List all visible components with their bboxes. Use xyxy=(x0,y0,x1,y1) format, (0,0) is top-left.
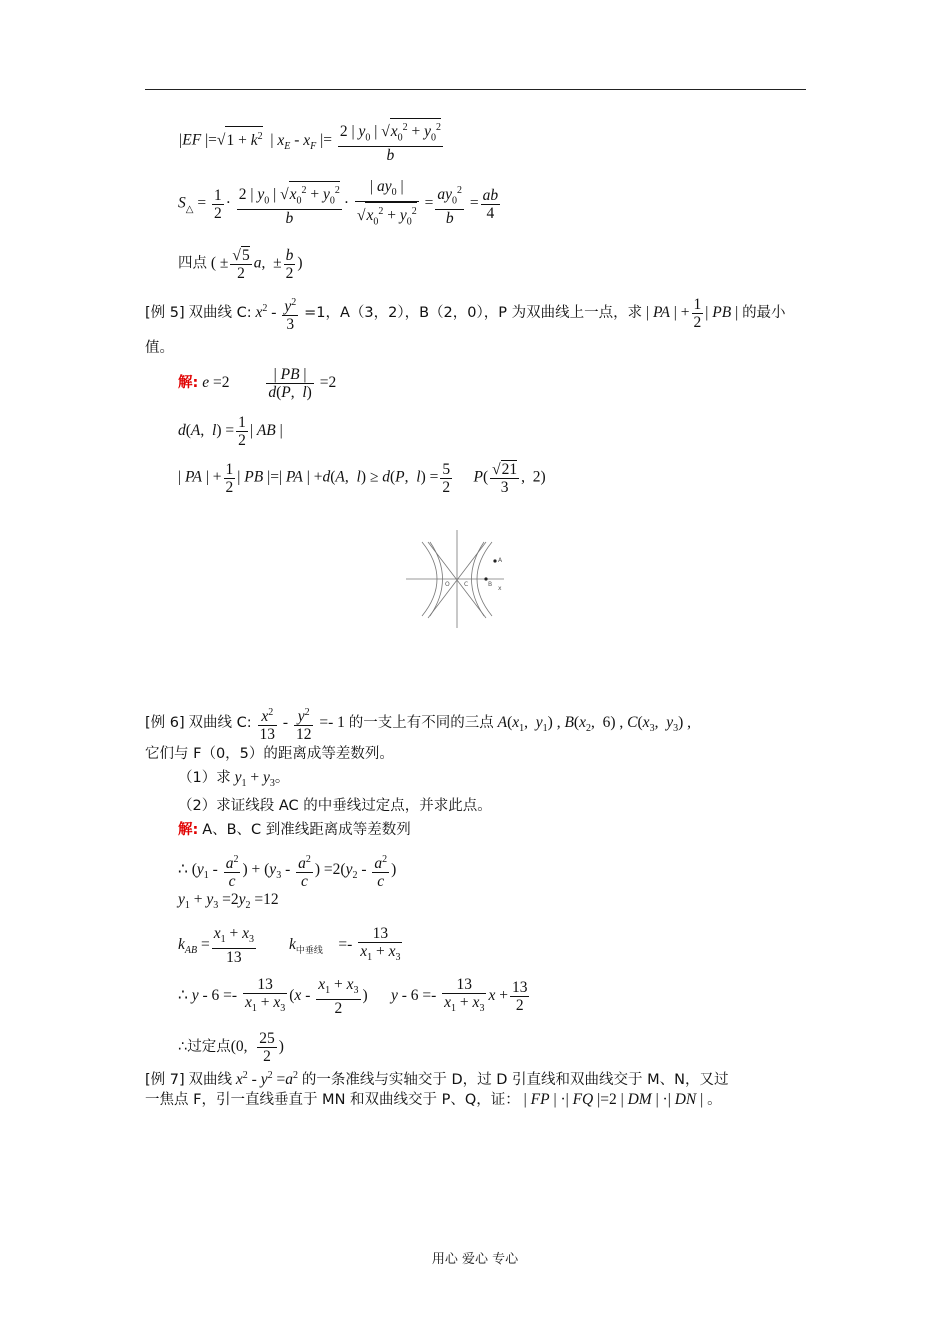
example7-text-d: 。 xyxy=(707,1092,722,1108)
example5-solution-1: 解: e =2 $\frac{| PB |}{d(P, l)}$ =2 xyxy=(178,366,337,401)
example6-solution-head xyxy=(178,820,411,840)
example6-step-2: $y_1 + y_3 =2y_2 =12$ xyxy=(178,891,279,912)
example6-solution-label: 解: xyxy=(178,822,199,838)
four-points: 四点 ( ± $\frac{√5}{2}$ a, ± $\frac{b}{2}$ ) xyxy=(178,246,303,282)
example6-question-2: （2）求证线段 AC 的中垂线过定点，并求此点。 xyxy=(178,798,492,814)
example5-text-c: 的最小 xyxy=(742,305,786,322)
page-footer: 用心 爱心 专心 xyxy=(431,1252,519,1267)
example6-question-1: （1）求 $y_1 + y_3$。 xyxy=(178,769,290,790)
point-a xyxy=(493,559,496,562)
example6-step-4: ∴ y - 6 =- $\frac{13}{x_1 + x_3}$ (x - $\frac{x_1 + x_3}{2}$ ) y - 6 =- $\frac{13}{x_1 + x_3}$ x + $\frac{13}{2}$ xyxy=(178,976,528,1018)
example5-text-b: =1，A（3，2），B（2，0），P 为双曲线上一点，求 xyxy=(304,305,643,322)
example5-text-d: 值。 xyxy=(145,340,174,356)
fixed-point-label: ∴过定点 xyxy=(178,1039,231,1056)
label-b: B xyxy=(488,581,493,588)
example6-text-a: 双曲线 C: xyxy=(188,715,252,732)
example7-tag: [例 7] xyxy=(145,1072,185,1089)
example7-text-b: 的一条准线与实轴交于 D，过 D 引直线和双曲线交于 M、N，又过 xyxy=(301,1072,729,1089)
label-c: C xyxy=(464,581,469,588)
example7-text-a: 双曲线 xyxy=(188,1072,233,1089)
example6-step-3: $k_{AB}$ = $\frac{x_1 + x_3}{13}$ $k_{中垂线}$ =- $\frac{13}{x_1 + x_3}$ xyxy=(178,925,401,967)
hyperbola-figure xyxy=(400,528,510,632)
example6-fixed-point: ∴过定点(0, $\frac{25}{2}$ ) xyxy=(178,1030,284,1065)
example5-statement: [例 5] 双曲线 C: $x^2$ - $\frac{y^2}{3}$ =1，A（3，2），B（2，0），P 为双曲线上一点，求 | PA | + $\frac{1}{2}$ | PB | 的最小 xyxy=(145,294,786,333)
example6-step-1: ∴ ($y_1$ - $\frac{a^2}{c}$ ) + ($y_3$ - $\frac{a^2}{c}$ ) $=2(y_2$ - $\frac{a^2}{c}$ ) xyxy=(178,851,396,890)
four-points-label: 四点 xyxy=(178,255,207,272)
example7-statement: [例 7] 双曲线 $x^2 - y^2 =a^2$ 的一条准线与实轴交于 D，过 D 引直线和双曲线交于 M、N，又过 xyxy=(145,1070,729,1089)
example6-statement: [例 6] 双曲线 C: $\frac{x^2}{13}$ - $\frac{y^2}{12}$ =- 1 的一支上有不同的三点 $A(x_1$, $y_1$) , $B(x_2$, 6) , $C(x_3$, $y_3$) , xyxy=(145,704,691,743)
example5-solution-label: 解: xyxy=(178,375,199,392)
formula-ef: |EF $|=√1 + k^2$ | $x_E - x_F$ |= $\frac{2 | y_0 | √x_0^2 + y_0^2}{b}$ xyxy=(178,118,445,164)
label-a: A xyxy=(498,557,503,564)
example5-solution-2: d(A, l) = $\frac{1}{2}$ | AB | xyxy=(178,414,283,449)
example7-text-c: 一焦点 F，引一直线垂直于 MN 和双曲线交于 P、Q，证： xyxy=(145,1092,520,1108)
formula-area: $S_\triangle$ = $\frac{1}{2}$ · $\frac{2 | y_0 | √x_0^2 + y_0^2}{b}$ · $\frac{| ay_0 |}{√x_0^2 + y_0^2}$ = $\frac{ay_0^2}{b}$ = $\frac{ab}{4}$ xyxy=(178,178,502,230)
example5-tag: [例 5] xyxy=(145,305,185,322)
example6-tag: [例 6] xyxy=(145,715,185,732)
example6-solution-text: A、B、C 到准线距离成等差数列 xyxy=(202,822,411,838)
header-rule xyxy=(145,89,806,90)
example5-text-a: 双曲线 C: xyxy=(188,305,252,322)
example7-statement-2: 一焦点 F，引一直线垂直于 MN 和双曲线交于 P、Q，证： | FP | ·| FQ |=2 | DM | ·| DN | 。 xyxy=(145,1091,722,1108)
label-x: x xyxy=(498,585,502,592)
label-o: O xyxy=(445,581,450,588)
example6-text-b: 的一支上有不同的三点 xyxy=(348,715,494,732)
example5-solution-3: | PA | + $\frac{1}{2}$ | PB |=| PA | +d(A, l) ≥ d(P, l) = $\frac{5}{2}$ P( $\frac{√21}{3}$ , 2) xyxy=(178,460,546,496)
example6-text-c: 它们与 F（0，5）的距离成等差数列。 xyxy=(145,746,394,762)
